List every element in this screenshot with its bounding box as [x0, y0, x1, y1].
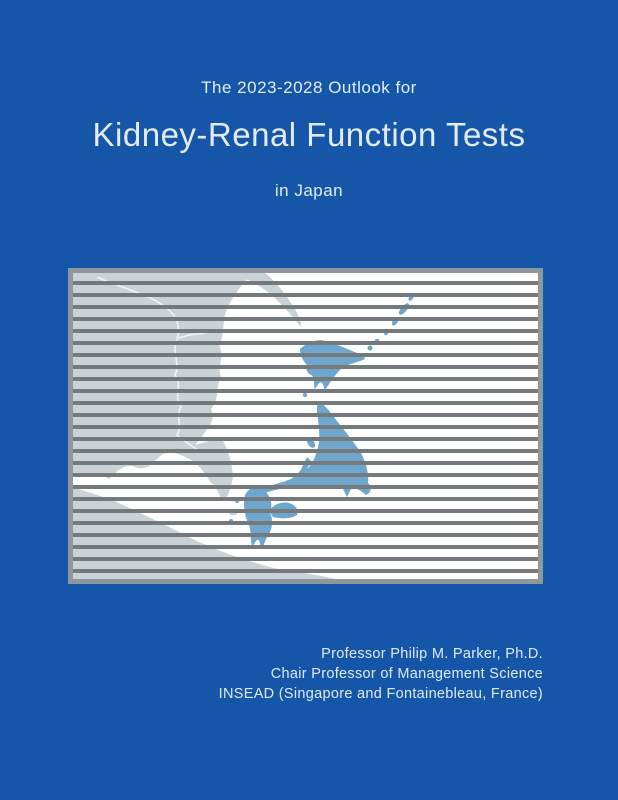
japan-map-svg	[73, 273, 538, 579]
asia-north-landmass	[73, 273, 253, 501]
kuril-island-3	[384, 329, 388, 335]
shikoku-island	[269, 502, 298, 518]
tsushima-island	[235, 499, 239, 503]
kyushu-island	[244, 488, 272, 549]
japan-map-figure	[68, 268, 543, 584]
sado-island	[305, 437, 317, 450]
jeju-island	[229, 511, 237, 516]
hokkaido-island	[300, 340, 365, 391]
author-block	[219, 644, 543, 704]
region-line: in Japan	[274, 181, 344, 200]
asia-landmass	[73, 273, 335, 579]
author-affiliation: INSEAD (Singapore and Fontainebleau, France)	[218, 686, 543, 702]
goto-island	[229, 519, 233, 523]
kuril-island-6	[407, 294, 414, 301]
kuril-island-4	[391, 317, 400, 326]
kuril-island-2	[375, 339, 380, 344]
kuril-island-5	[397, 302, 411, 317]
author-name: Professor Philip M. Parker, Ph.D.	[321, 646, 543, 662]
japan-highlight	[229, 294, 415, 549]
page-title: Kidney-Renal Function Tests	[92, 116, 526, 153]
series-line: The 2023-2028 Outlook for	[201, 78, 417, 97]
honshu-island	[245, 401, 371, 503]
author-title: Chair Professor of Management Science	[270, 666, 543, 682]
kuril-island-1	[368, 346, 373, 351]
okushiri-island	[303, 393, 307, 397]
china-coast-landmass	[73, 487, 335, 579]
